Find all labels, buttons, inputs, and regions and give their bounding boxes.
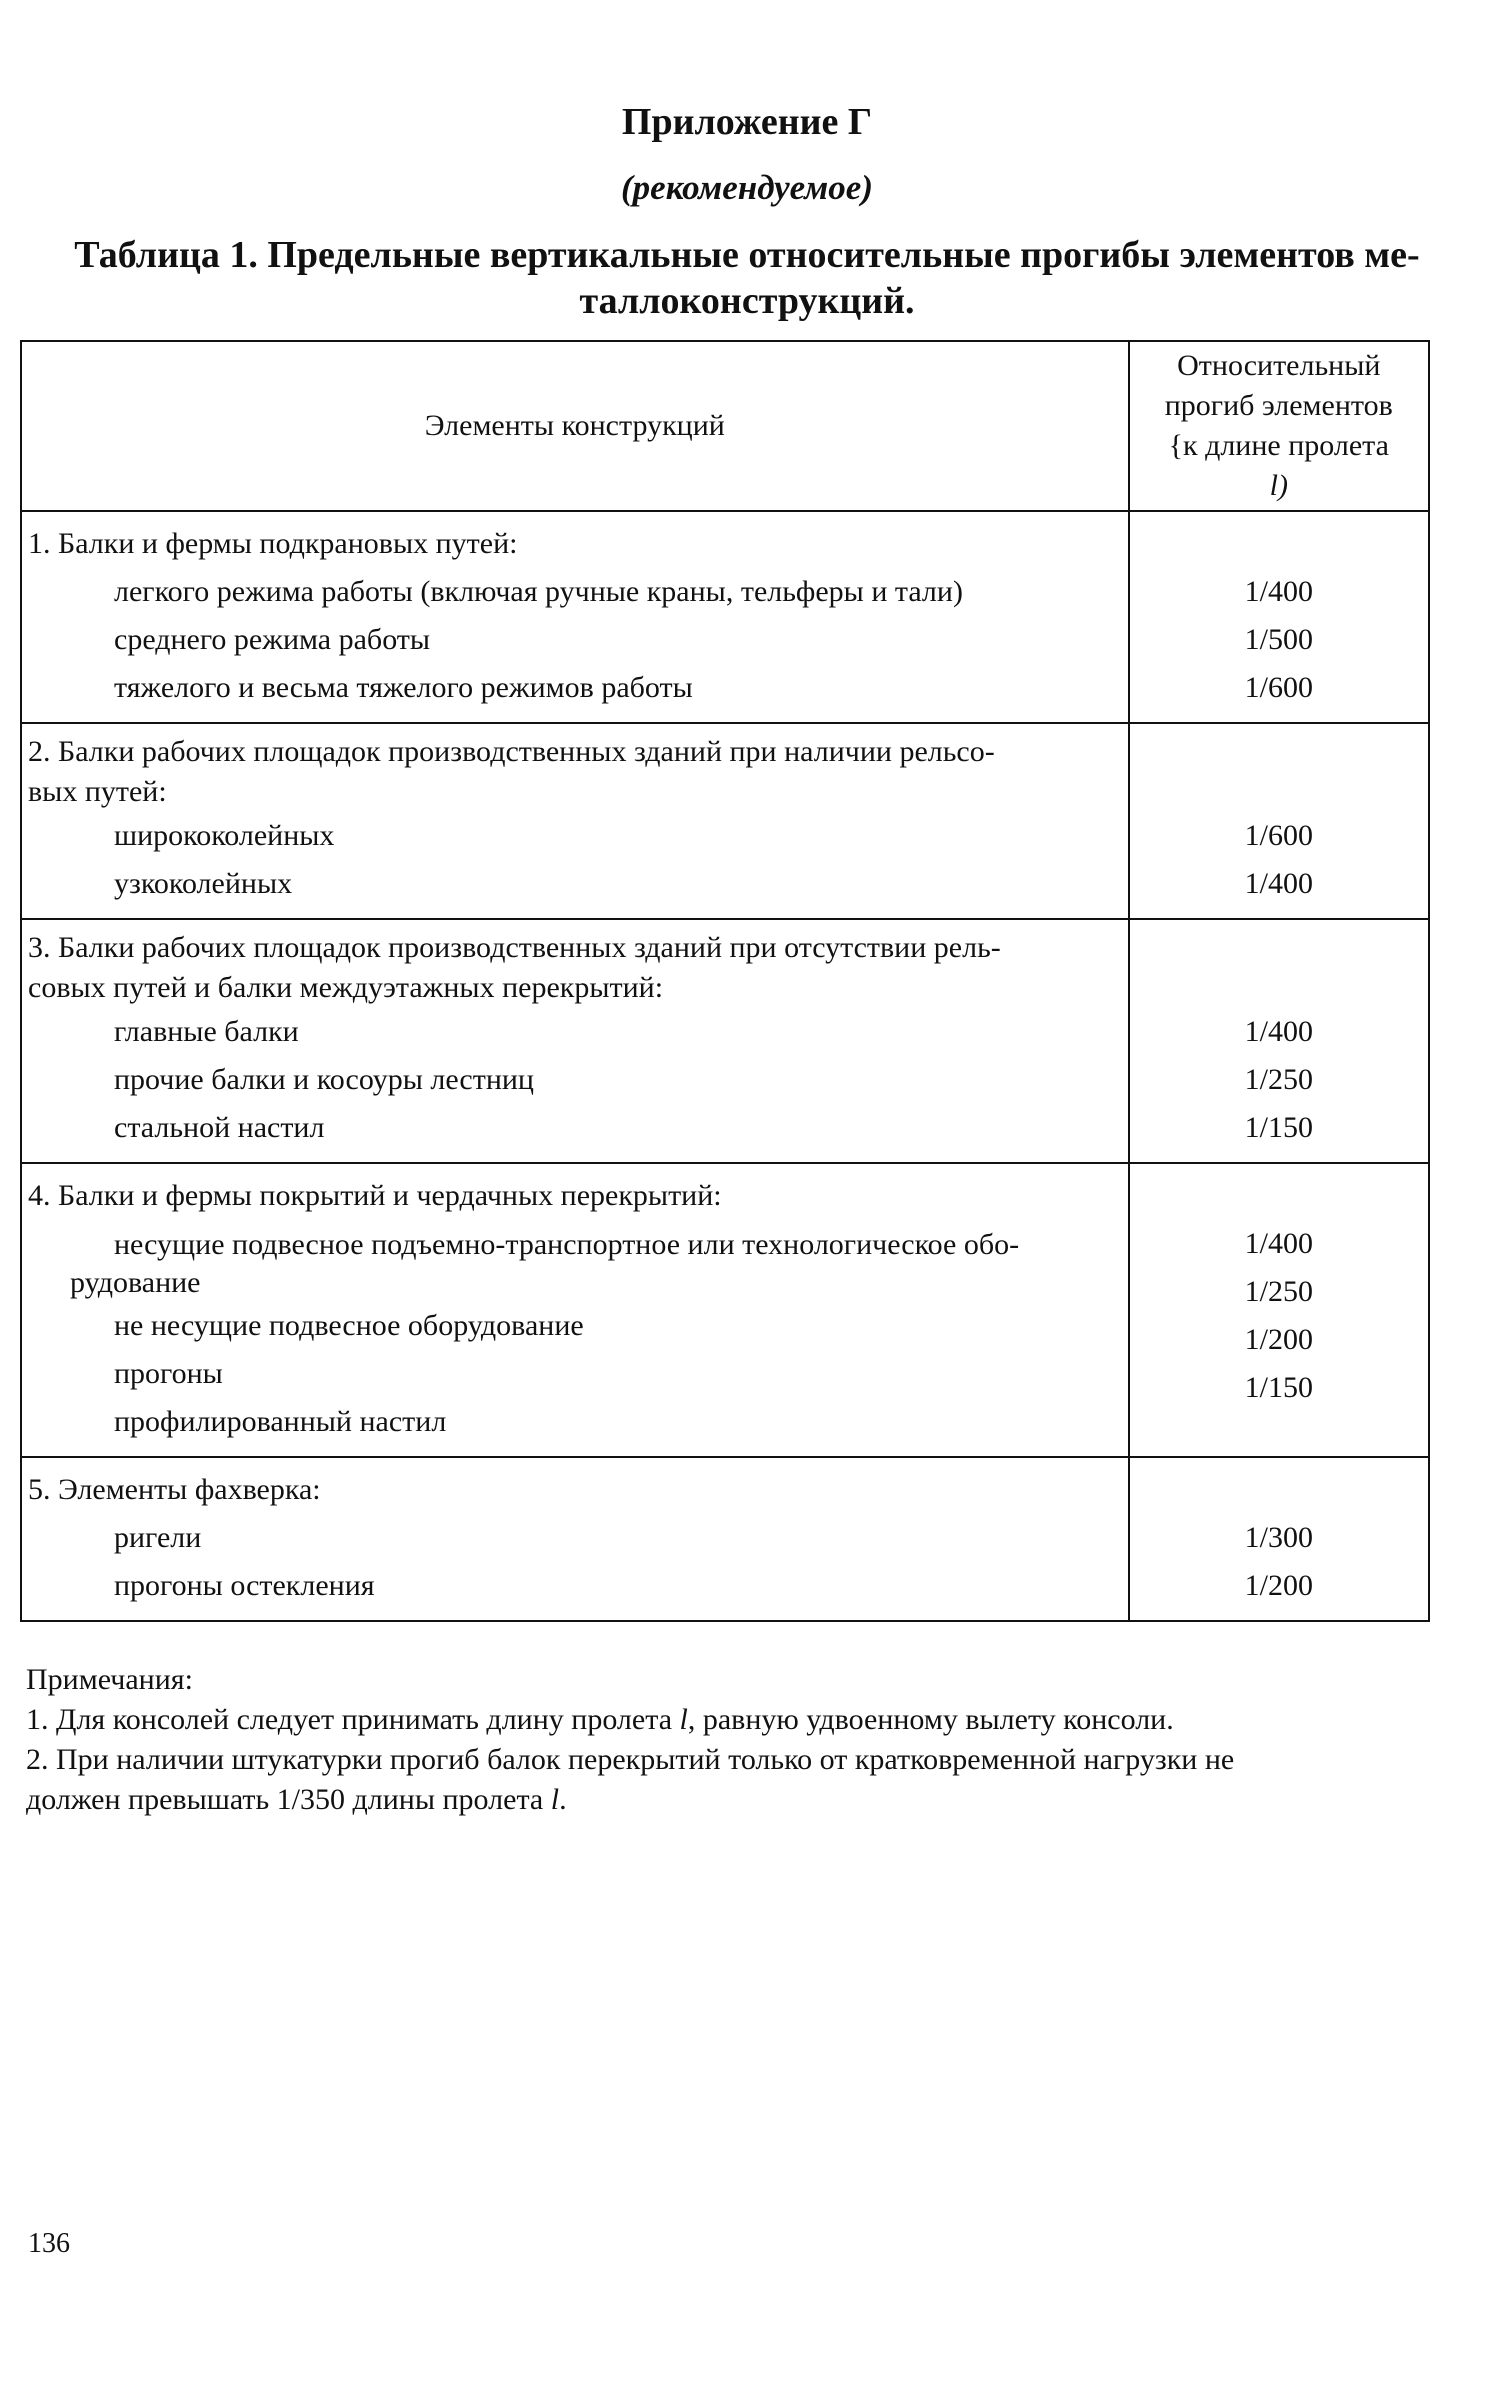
section-title: 1. Балки и фермы подкрановых путей: [28,527,518,560]
item-label: узкоколейных [114,867,293,900]
section-5-cell [21,1457,1129,1621]
item-value: 1/150 [1244,1111,1313,1144]
section-4-values [1129,1163,1429,1457]
section-title: 3. Балки рабочих площадок производственных зданий при отсутствии рель- [28,931,1001,964]
note-text: . [559,1783,567,1816]
item-label-line: рудование [70,1266,201,1299]
header-deflection-line: l) [1269,469,1288,502]
section-4-cell [21,1163,1129,1457]
item-label: стальной настил [114,1111,325,1144]
item-value: 1/300 [1244,1521,1313,1554]
item-value: 1/200 [1244,1569,1313,1602]
item-label: легкого режима работы (включая ручные краны, тельферы и тали) [114,575,963,608]
table-row [21,511,1429,723]
table-row [21,919,1429,1163]
table-caption-line-1: Таблица 1. Предельные вертикальные относительные прогибы элементов ме- [74,234,1420,276]
page-number: 136 [28,2228,70,2259]
section-1-cell [21,511,1129,723]
section-5-values [1129,1457,1429,1621]
note-text: должен превышать 1/350 длины пролета [26,1783,551,1816]
note-1 [26,1700,1446,1740]
notes-block [26,1660,1446,1820]
item-label: прочие балки и косоуры лестниц [114,1063,534,1096]
notes-heading: Примечания: [26,1663,193,1696]
table-row [21,1163,1429,1457]
item-label: прогоны [114,1357,223,1390]
item-label-line: несущие подвесное подъемно-транспортное или технологическое обо- [114,1228,1020,1261]
section-title: 2. Балки рабочих площадок производственных зданий при наличии рельсо- [28,735,995,768]
item-value: 1/500 [1244,623,1313,656]
item-value: 1/250 [1244,1063,1313,1096]
section-title: 5. Элементы фахверка: [28,1473,321,1506]
table-caption [40,232,1454,324]
section-2-cell [21,723,1129,919]
item-value: 1/400 [1244,575,1313,608]
item-value: 1/400 [1244,1015,1313,1048]
appendix-title: Приложение Г [621,101,873,143]
item-label: ригели [114,1521,202,1554]
note-text-line-2 [26,1780,1446,1820]
note-text: 2. При наличии штукатурки прогиб балок перекрытий только от кратковременной нагрузки не [26,1743,1235,1776]
item-label: прогоны остекления [114,1569,375,1602]
note-2 [26,1740,1446,1820]
item-value: 1/400 [1244,1227,1313,1260]
item-value: 1/250 [1244,1275,1313,1308]
item-label: главные балки [114,1015,299,1048]
item-label: профилированный настил [114,1405,447,1438]
item-label: тяжелого и весьма тяжелого режимов работы [114,671,693,704]
note-text: , равную удвоенному вылету консоли. [687,1703,1174,1736]
note-text: 1. Для консолей следует принимать длину пролета [26,1703,680,1736]
header-deflection [1129,341,1429,511]
header-deflection-line: {к длине пролета [1168,429,1389,462]
section-2-values [1129,723,1429,919]
header-elements: Элементы конструкций [21,341,1129,511]
item-value: 1/150 [1244,1371,1313,1404]
section-title: вых путей: [28,775,167,808]
note-variable: l [679,1703,688,1736]
header-deflection-line: прогиб элементов [1164,389,1393,422]
table-row [21,1457,1429,1621]
table-header-row [21,341,1429,511]
item-label: ширококолейных [114,819,335,852]
table-caption-line-2: таллоконструкций. [579,280,915,322]
item-label: не несущие подвесное оборудование [114,1309,584,1342]
section-3-cell [21,919,1129,1163]
section-title: совых путей и балки междуэтажных перекрытий: [28,971,664,1004]
item-value: 1/600 [1244,819,1313,852]
section-1-values [1129,511,1429,723]
item-label: среднего режима работы [114,623,431,656]
item-value: 1/200 [1244,1323,1313,1356]
section-title: 4. Балки и фермы покрытий и чердачных перекрытий: [28,1179,722,1212]
appendix-subtitle: (рекомендуемое) [621,168,873,207]
item-value: 1/400 [1244,867,1313,900]
header-deflection-line: Относительный [1177,349,1381,382]
table-row [21,723,1429,919]
item-label [28,1220,1118,1302]
section-3-values [1129,919,1429,1163]
item-value: 1/600 [1244,671,1313,704]
note-variable: l [550,1783,560,1816]
deflection-table [20,340,1430,1622]
